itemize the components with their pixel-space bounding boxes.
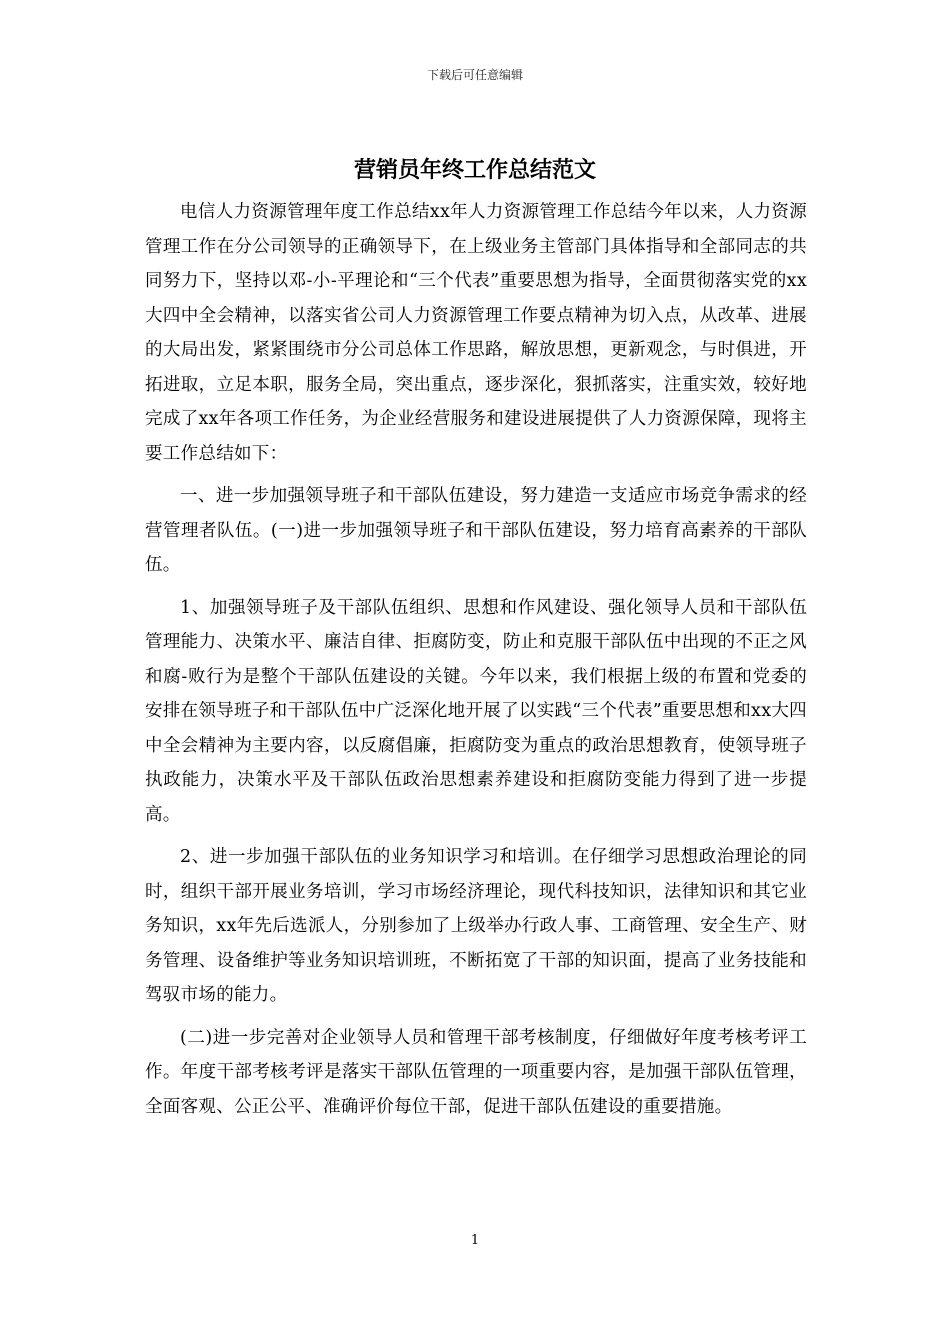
paragraph-item-2: 2、进一步加强干部队伍的业务知识学习和培训。在仔细学习思想政治理论的同时，组织干部开展业务培训，学习市场经济理论，现代科技知识，法律知识和其它业务知识，xx年先后选派人，分别参加了上级举办行政人事、工商管理、安全生产、财务管理、设备维护等业务知识培训班，不断拓宽了干部的知识面，提高了业务技能和驾驭市场的能力。 [145,847,807,1005]
paragraph-intro: 电信人力资源管理年度工作总结xx年人力资源管理工作总结今年以来，人力资源管理工作在分公司领导的正确领导下，在上级业务主管部门具体指导和全部同志的共同努力下，坚持以邓-小-平理论和“三个代表”重要思想为指导，全面贯彻落实党的xx大四中全会精神，以落实省公司人力资源管理工作要点精神为切入点，从改革、进展的大局出发，紧紧围绕市分公司总体工作思路，解放思想，更新观念，与时俱进，开拓进取，立足本职，服务全局，突出重点，逐步深化，狠抓落实，注重实效，较好地完成了xx年各项工作任务，为企业经营服务和建设进展提供了人力资源保障，现将主要工作总结如下： [145,202,807,464]
document-title: 营销员年终工作总结范文 [353,158,596,183]
header-note: 下载后可任意编辑 [426,68,523,82]
document-body [145,195,807,1132]
page-number: 1 [470,1233,480,1248]
paragraph-section-2: (二)进一步完善对企业领导人员和管理干部考核制度，仔细做好年度考核考评工作。年度干部考核考评是落实干部队伍管理的一项重要内容，是加强干部队伍管理，全面客观、公正公平、准确评价每位干部，促进干部队伍建设的重要措施。 [145,1027,807,1117]
paragraph-item-1: 1、加强领导班子及干部队伍组织、思想和作风建设、强化领导人员和干部队伍管理能力、决策水平、廉洁自律、拒腐防变，防止和克服干部队伍中出现的不正之风和腐-败行为是整个干部队伍建设的关键。今年以来，我们根据上级的布置和党委的安排在领导班子和干部队伍中广泛深化地开展了以实践“三个代表”重要思想和xx大四中全会精神为主要内容，以反腐倡廉，拒腐防变为重点的政治思想教育，使领导班子执政能力，决策水平及干部队伍政治思想素养建设和拒腐防变能力得到了进一步提高。 [145,597,807,825]
paragraph-section-1: 一、进一步加强领导班子和干部队伍建设，努力建造一支适应市场竞争需求的经营管理者队伍。(一)进一步加强领导班子和干部队伍建设，努力培育高素养的干部队伍。 [145,486,807,575]
